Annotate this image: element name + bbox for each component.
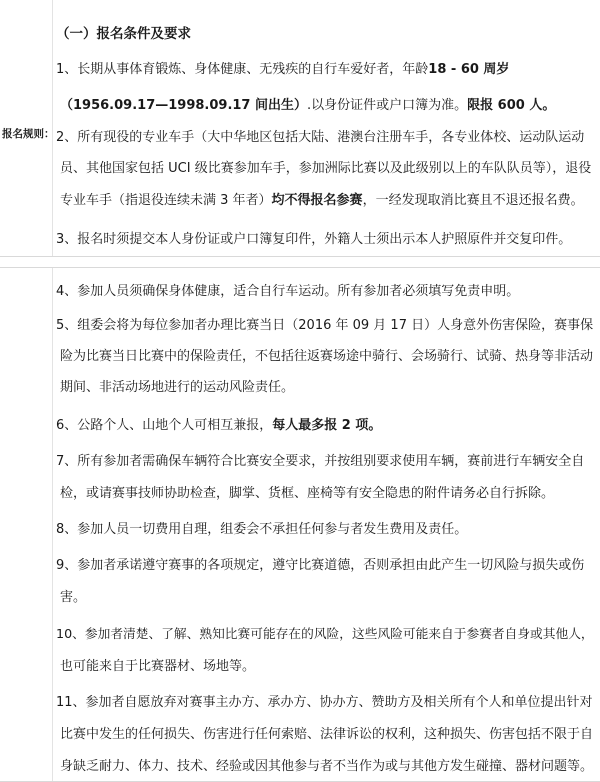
- item11-line3: 身缺乏耐力、体力、技术、经验或因其他参与者不当作为或与其他方发生碰撞、器材问题等。: [60, 759, 594, 774]
- item1-line1: [56, 58, 509, 77]
- item10-line1: 10、参加者清楚、了解、熟知比赛可能存在的风险，这些风险可能来自于参赛者自身或其他人，: [56, 626, 594, 641]
- item5-line1: 5、组委会将为每位参加者办理比赛当日（2016 年 09 月 17 日）人身意外伤害保险，赛事保: [56, 318, 594, 333]
- item6-text: 6、公路个人、山地个人可相互兼报，: [56, 418, 273, 433]
- item1-birth-range: （1956.09.17—1998.09.17 间出生）: [60, 98, 308, 113]
- item2-line1: 2、所有现役的专业车手（大中华地区包括大陆、港澳台注册车手，各专业体校、运动队运动: [56, 130, 585, 145]
- item1-limit: 限报 600 人。: [467, 98, 556, 113]
- item4: 4、参加人员须确保身体健康，适合自行车运动。所有参加者必须填写免责申明。: [56, 284, 520, 299]
- item2-line3: [60, 189, 584, 208]
- item11-line1: 11、参加者自愿放弃对赛事主办方、承办方、协办方、赞助方及相关所有个人和单位提出针对: [56, 695, 593, 710]
- item3: 3、报名时须提交本人身份证或户口簿复印件，外籍人士须出示本人护照原件并交复印件。: [56, 232, 572, 247]
- rules-panel-bottom: [0, 267, 600, 782]
- item5-line3: 期间、非活动场地进行的运动风险责任。: [60, 380, 295, 395]
- item6-limit: 每人最多报 2 项。: [272, 418, 382, 433]
- item1-text-a: 1、长期从事体育锻炼、身体健康、无残疾的自行车爱好者，年龄: [56, 62, 429, 77]
- item9-line2: 害。: [60, 590, 87, 605]
- label-column: [0, 0, 53, 256]
- label-column-bottom: [0, 268, 53, 781]
- item2-line2: 员、其他国家包括 UCI 级比赛参加车手，参加洲际比赛以及此级别以上的车队队员等），退役: [60, 161, 592, 176]
- rules-panel-top: [0, 0, 600, 257]
- item8: 8、参加人员一切费用自理，组委会不承担任何参与者发生费用及责任。: [56, 522, 468, 537]
- item1-text-d: .以身份证件或户口簿为准。: [307, 98, 468, 113]
- item5-line2: 险为比赛当日比赛中的保险责任，不包括往返赛场途中骑行、会场骑行、试骑、热身等非活动: [60, 349, 594, 364]
- item9-line1: 9、参加者承诺遵守赛事的各项规定，遵守比赛道德，否则承担由此产生一切风险与损失或伤: [56, 558, 585, 573]
- item10-line2: 也可能来自于比赛器材、场地等。: [60, 659, 256, 674]
- item11-line2: 比赛中发生的任何损失、伤害进行任何索赔、法律诉讼的权利，这种损失、伤害包括不限于自: [60, 727, 594, 742]
- item2-text-c: ，一经发现取消比赛且不退还报名费。: [362, 193, 584, 208]
- item1-line2: [60, 94, 555, 113]
- side-label: 报名规则：: [2, 128, 55, 140]
- item2-text-a: 专业车手（指退役连续未满 3 年者）: [60, 193, 272, 208]
- item1-age-range: 18 - 60 周岁: [428, 62, 510, 77]
- item6: [56, 414, 381, 433]
- item7-line2: 检，或请赛事技师协助检查，脚掌、货框、座椅等有安全隐患的附件请务必自行拆除。: [60, 486, 555, 501]
- item2-prohibition: 均不得报名参赛: [271, 193, 363, 208]
- section-heading: （一）报名条件及要求: [56, 26, 191, 42]
- item7-line1: 7、所有参加者需确保车辆符合比赛安全要求，并按组别要求使用车辆，赛前进行车辆安全自: [56, 454, 585, 469]
